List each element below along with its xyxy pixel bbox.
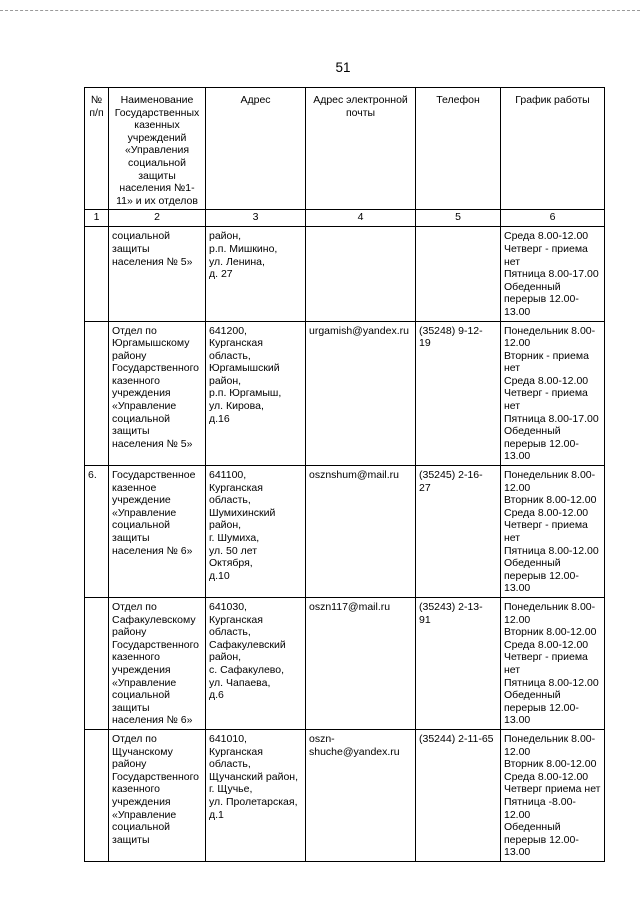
phone-cell: (35244) 2-11-65 bbox=[416, 730, 501, 862]
institution-name: Отдел по Сафакулевскому району Государственного казенного учреждения «Управление социальной защиты населения № 6» bbox=[109, 598, 206, 730]
schedule-cell: Понедельник 8.00- 12.00 Вторник 8.00-12.00 Среда 8.00-12.00 Четверг - приема нет Пятница 8.00-12.00 Обеденный перерыв 12.00- 13.00 bbox=[501, 466, 605, 598]
header-schedule: График работы bbox=[501, 88, 605, 210]
institutions-table bbox=[84, 87, 605, 862]
phone-cell bbox=[416, 227, 501, 321]
column-number: 5 bbox=[416, 210, 501, 227]
institution-name: Отдел по Щучанскому району Государственного казенного учреждения «Управление социальной защиты bbox=[109, 730, 206, 862]
row-number: 6. bbox=[85, 466, 109, 598]
table-row bbox=[85, 321, 605, 466]
column-number: 6 bbox=[501, 210, 605, 227]
row-number bbox=[85, 321, 109, 466]
page-number: 51 bbox=[335, 60, 351, 75]
phone-cell: (35248) 9-12- 19 bbox=[416, 321, 501, 466]
column-number: 3 bbox=[206, 210, 306, 227]
institution-name: Отдел по Юргамышскому району Государственного казенного учреждения «Управление социальной защиты населения № 5» bbox=[109, 321, 206, 466]
schedule-cell: Среда 8.00-12.00 Четверг - приема нет Пятница 8.00-17.00 Обеденный перерыв 12.00- 13.00 bbox=[501, 227, 605, 321]
column-number: 1 bbox=[85, 210, 109, 227]
column-number-row bbox=[85, 210, 605, 227]
schedule-cell: Понедельник 8.00- 12.00 Вторник 8.00-12.00 Среда 8.00-12.00 Четверг - приема нет Пятница 8.00-12.00 Обеденный перерыв 12.00- 13.00 bbox=[501, 598, 605, 730]
header-address: Адрес bbox=[206, 88, 306, 210]
row-number bbox=[85, 730, 109, 862]
phone-cell: (35243) 2-13- 91 bbox=[416, 598, 501, 730]
table-row bbox=[85, 227, 605, 321]
address-cell: 641030, Курганская область, Сафакулевский район, с. Сафакулево, ул. Чапаева, д.6 bbox=[206, 598, 306, 730]
address-cell: 641010, Курганская область, Щучанский район, г. Щучье, ул. Пролетарская, д.1 bbox=[206, 730, 306, 862]
email-cell: oszn117@mail.ru bbox=[306, 598, 416, 730]
row-number bbox=[85, 598, 109, 730]
institution-name: социальной защиты населения № 5» bbox=[109, 227, 206, 321]
scan-top-edge bbox=[0, 10, 640, 11]
table-header-row bbox=[85, 88, 605, 210]
email-cell: osznshum@mail.ru bbox=[306, 466, 416, 598]
schedule-cell: Понедельник 8.00- 12.00 Вторник - приема нет Среда 8.00-12.00 Четверг - приема нет Пятница 8.00-17.00 Обеденный перерыв 12.00- 13.00 bbox=[501, 321, 605, 466]
email-cell: urgamish@yandex.ru bbox=[306, 321, 416, 466]
column-number: 4 bbox=[306, 210, 416, 227]
table-row bbox=[85, 466, 605, 598]
column-number: 2 bbox=[109, 210, 206, 227]
address-cell: 641200, Курганская область, Юргамышский район, р.п. Юргамыш, ул. Кирова, д.16 bbox=[206, 321, 306, 466]
header-email: Адрес электронной почты bbox=[306, 88, 416, 210]
header-phone: Телефон bbox=[416, 88, 501, 210]
email-cell bbox=[306, 227, 416, 321]
header-number: № п/п bbox=[85, 88, 109, 210]
address-cell: район, р.п. Мишкино, ул. Ленина, д. 27 bbox=[206, 227, 306, 321]
address-cell: 641100, Курганская область, Шумихинский район, г. Шумиха, ул. 50 лет Октября, д.10 bbox=[206, 466, 306, 598]
header-name: Наименование Государственных казенных учреждений «Управления социальной защиты населения №1- 11» и их отделов bbox=[109, 88, 206, 210]
institution-name: Государственное казенное учреждение «Управление социальной защиты населения № 6» bbox=[109, 466, 206, 598]
email-cell: oszn- shuche@yandex.ru bbox=[306, 730, 416, 862]
table-row bbox=[85, 598, 605, 730]
table-row bbox=[85, 730, 605, 862]
schedule-cell: Понедельник 8.00- 12.00 Вторник 8.00-12.00 Среда 8.00-12.00 Четверг приема нет Пятница -8.00-12.00 Обеденный перерыв 12.00- 13.00 bbox=[501, 730, 605, 862]
row-number bbox=[85, 227, 109, 321]
phone-cell: (35245) 2-16- 27 bbox=[416, 466, 501, 598]
